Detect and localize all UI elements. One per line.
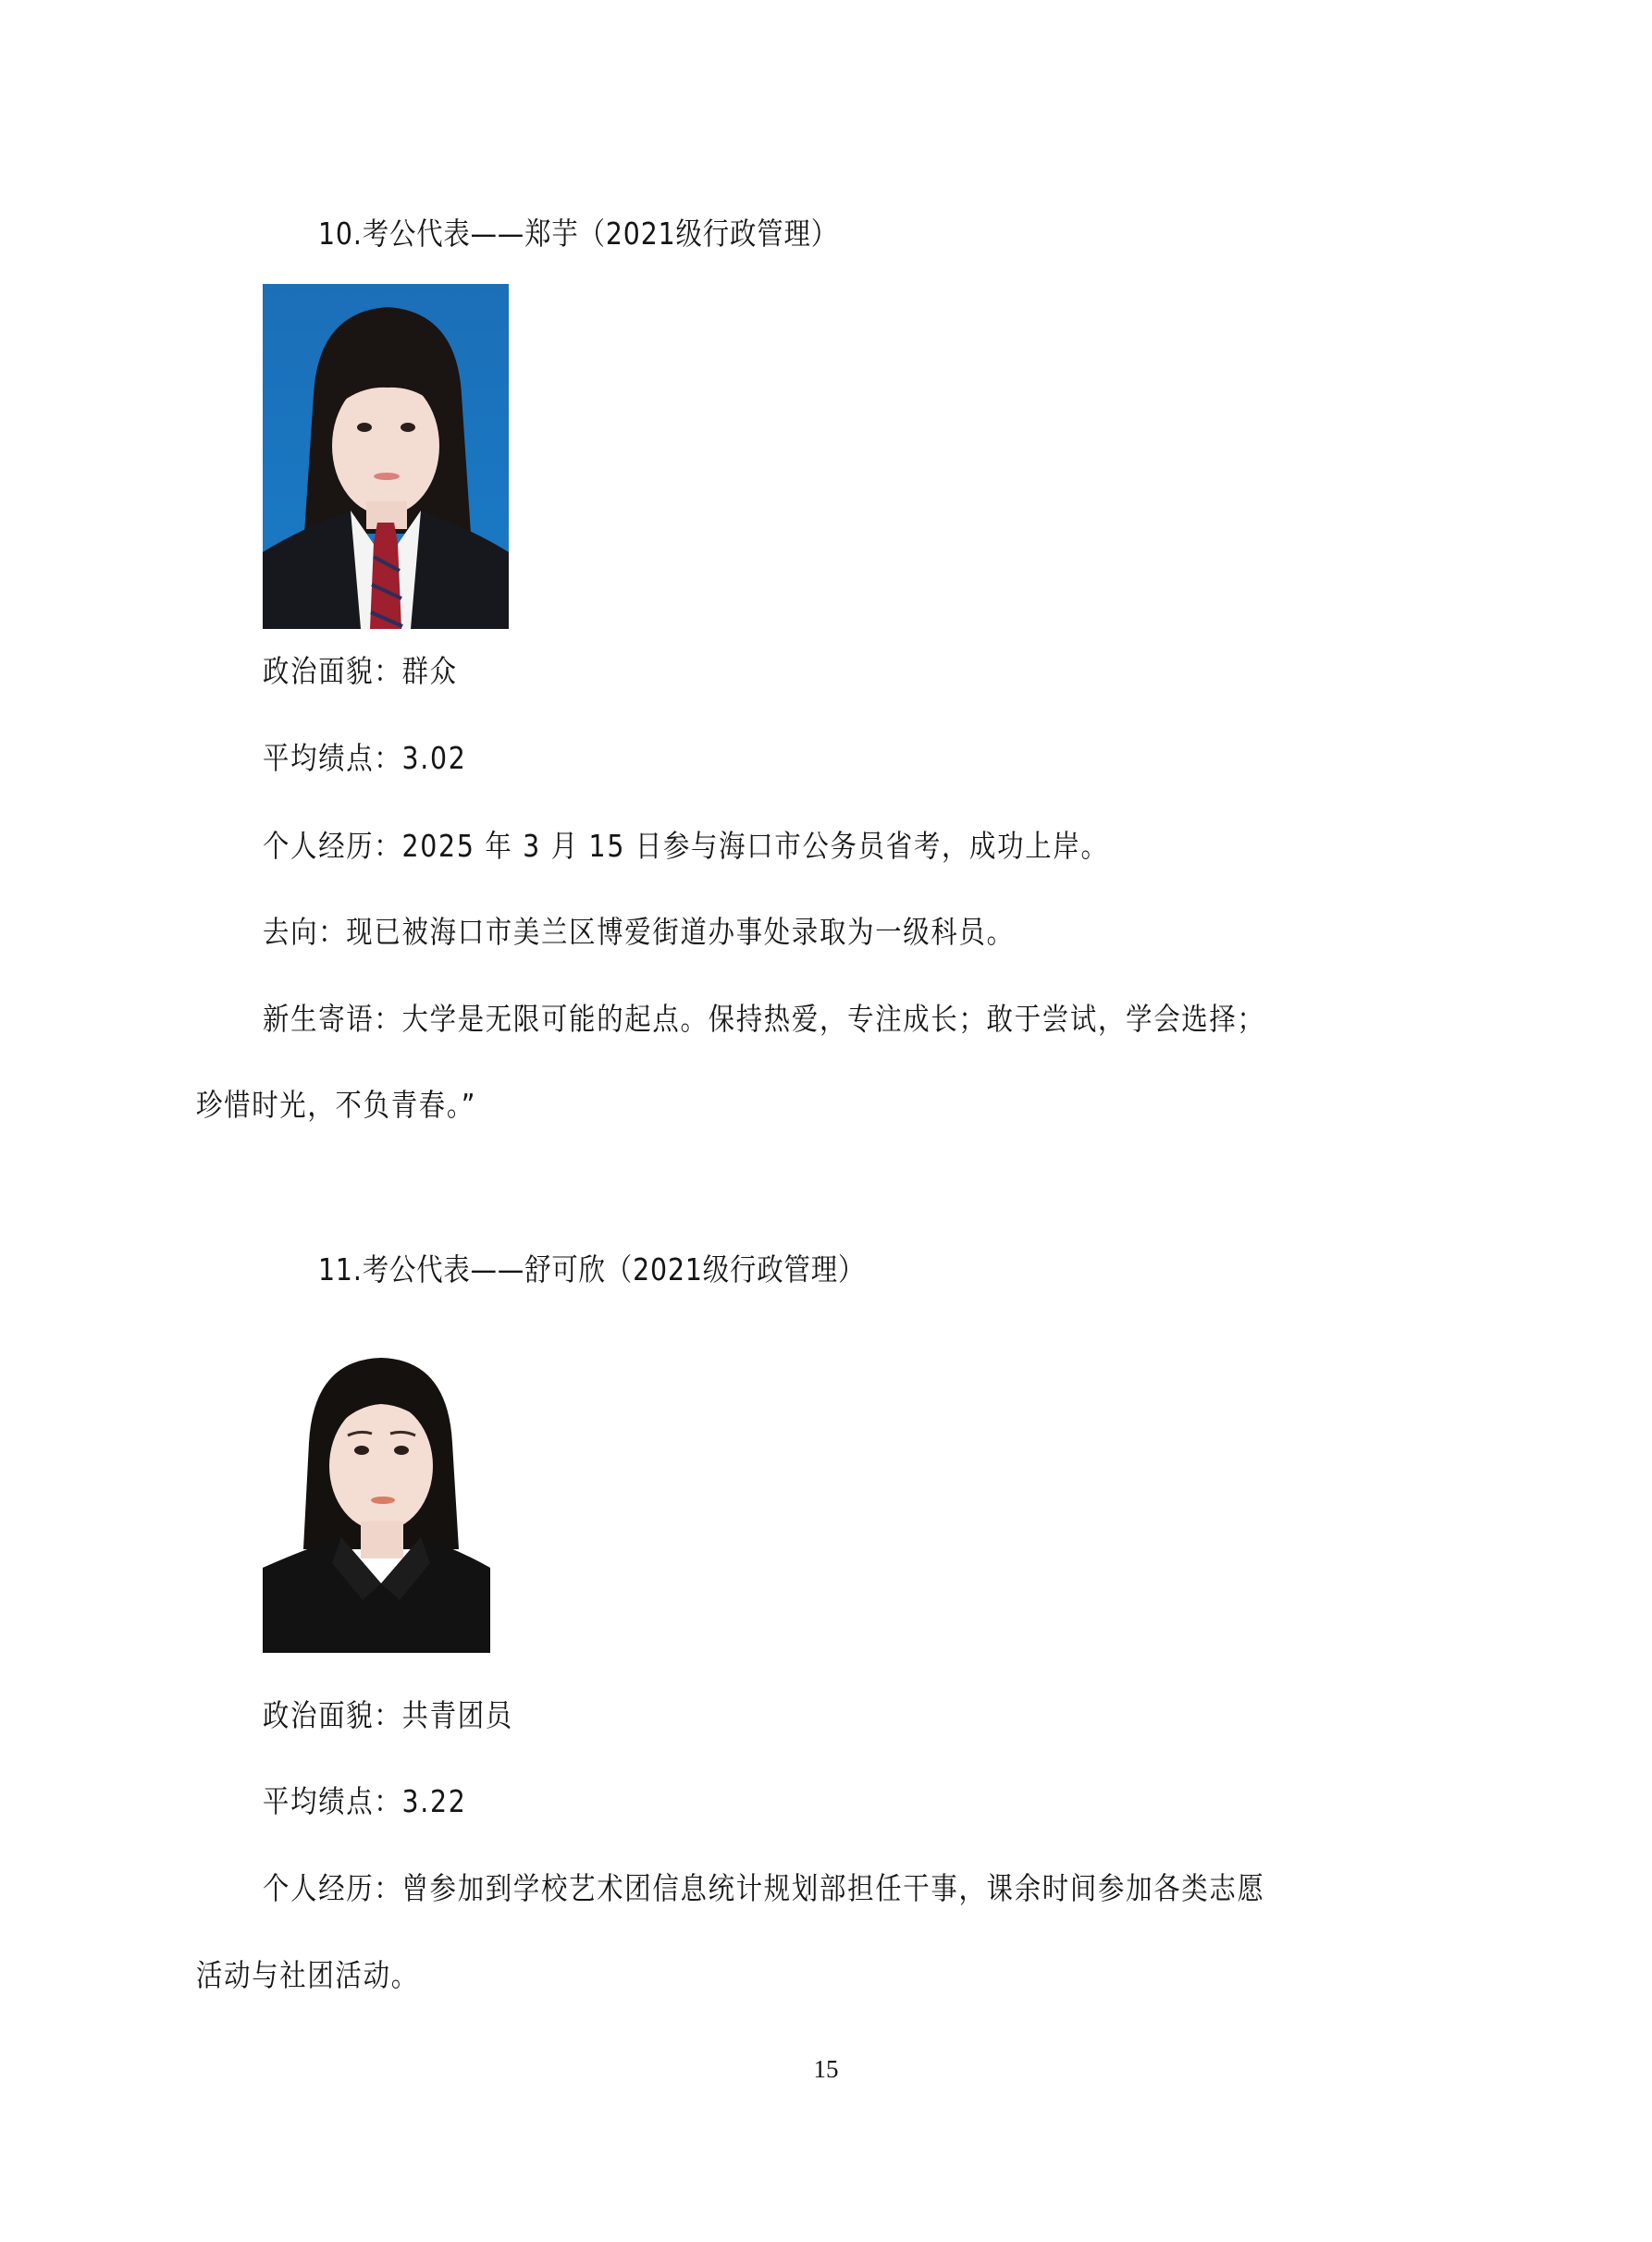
gpa-field: 平均绩点：3.02	[263, 740, 467, 776]
message-field-line2: 珍惜时光，不负青春。”	[196, 1087, 477, 1123]
page-number: 15	[813, 2055, 839, 2083]
portrait-image	[263, 284, 509, 629]
portrait-photo-shu-kexin	[263, 1341, 490, 1653]
political-status-field: 政治面貌：群众	[263, 653, 458, 689]
experience-field: 个人经历：2025 年 3 月 15 日参与海口市公务员省考，成功上岸。	[263, 828, 1109, 864]
portrait-image	[263, 1341, 490, 1653]
destination-field: 去向：现已被海口市美兰区博爱街道办事处录取为一级科员。	[263, 914, 1015, 950]
experience-field-line1: 个人经历：曾参加到学校艺术团信息统计规划部担任干事，课余时间参加各类志愿	[263, 1870, 1265, 1906]
experience-field-line2: 活动与社团活动。	[196, 1957, 419, 1993]
gpa-field: 平均绩点：3.22	[263, 1783, 467, 1819]
portrait-photo-zheng-yu	[263, 284, 509, 629]
section-heading-10: 10.考公代表——郑芋（2021级行政管理）	[318, 216, 838, 252]
political-status-field: 政治面貌：共青团员	[263, 1697, 513, 1733]
section-heading-11: 11.考公代表——舒可欣（2021级行政管理）	[318, 1251, 866, 1287]
message-field-line1: 新生寄语：大学是无限可能的起点。保持热爱，专注成长；敢于尝试，学会选择；	[263, 1001, 1265, 1037]
